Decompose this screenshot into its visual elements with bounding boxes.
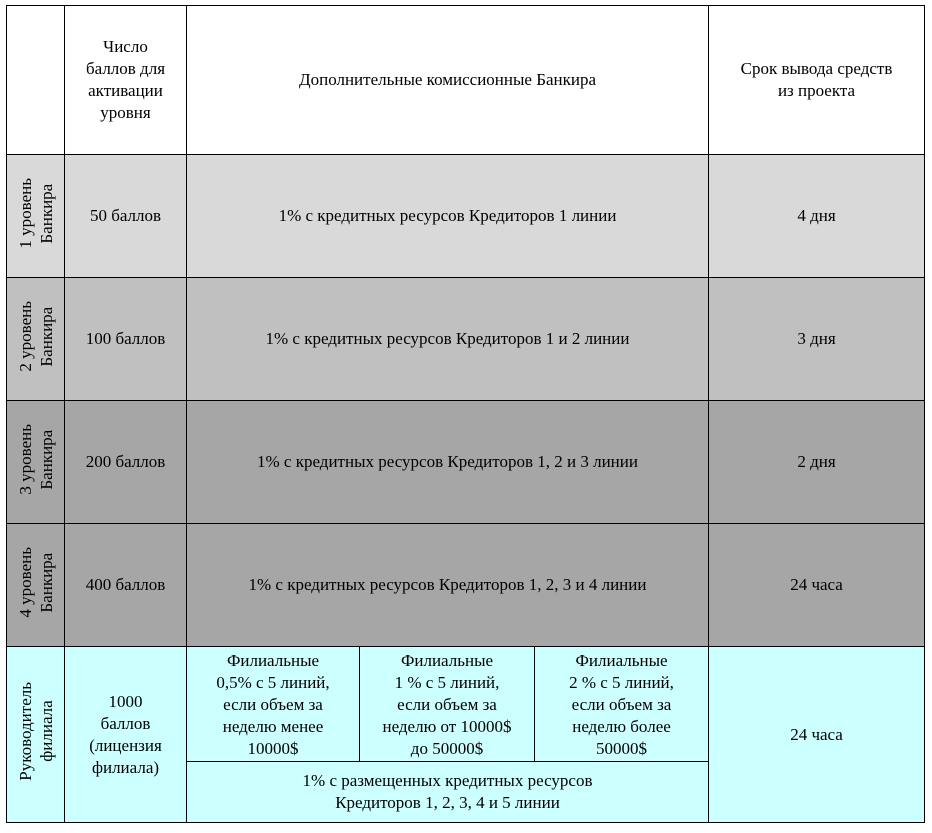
level-row-3 xyxy=(7,401,925,524)
branch-sub-commission-2: Филиальные 1 % с 5 линий, если объем за неделю от 10000$ до 50000$ xyxy=(360,647,535,762)
level-commission: 1% с кредитных ресурсов Кредиторов 1 линии xyxy=(187,155,709,278)
banker-levels-table xyxy=(6,5,925,823)
branch-sub-commission-3: Филиальные 2 % с 5 линий, если объем за неделю более 50000$ xyxy=(535,647,709,762)
branch-name: Руководитель филиала xyxy=(15,682,56,781)
level-withdrawal: 24 часа xyxy=(709,524,925,647)
header-points: Число баллов для активации уровня xyxy=(65,6,187,155)
level-commission: 1% с кредитных ресурсов Кредиторов 1 и 2 линии xyxy=(187,278,709,401)
level-commission: 1% с кредитных ресурсов Кредиторов 1, 2 и 3 линии xyxy=(187,401,709,524)
level-name-cell xyxy=(7,401,65,524)
level-withdrawal: 3 дня xyxy=(709,278,925,401)
level-name: 2 уровень Банкира xyxy=(15,300,56,372)
branch-row xyxy=(7,647,925,762)
level-points: 100 баллов xyxy=(65,278,187,401)
level-row-2 xyxy=(7,278,925,401)
level-row-4 xyxy=(7,524,925,647)
level-points: 200 баллов xyxy=(65,401,187,524)
level-name-cell xyxy=(7,278,65,401)
branch-sub-commission-1: Филиальные 0,5% с 5 линий, если объем за неделю менее 10000$ xyxy=(187,647,360,762)
level-name: 3 уровень Банкира xyxy=(15,423,56,495)
branch-points: 1000 баллов (лицензия филиала) xyxy=(65,647,187,823)
header-empty-cell xyxy=(7,6,65,155)
branch-name-cell xyxy=(7,647,65,823)
level-withdrawal: 2 дня xyxy=(709,401,925,524)
level-row-1 xyxy=(7,155,925,278)
level-withdrawal: 4 дня xyxy=(709,155,925,278)
level-name-cell xyxy=(7,155,65,278)
level-commission: 1% с кредитных ресурсов Кредиторов 1, 2, 3 и 4 линии xyxy=(187,524,709,647)
branch-commission: 1% с размещенных кредитных ресурсов Кредиторов 1, 2, 3, 4 и 5 линии xyxy=(187,762,709,823)
level-name-cell xyxy=(7,524,65,647)
level-points: 400 баллов xyxy=(65,524,187,647)
header-commissions: Дополнительные комиссионные Банкира xyxy=(187,6,709,155)
level-points: 50 баллов xyxy=(65,155,187,278)
header-row xyxy=(7,6,925,155)
branch-withdrawal: 24 часа xyxy=(709,647,925,823)
header-withdrawal: Срок вывода средств из проекта xyxy=(709,6,925,155)
level-name: 4 уровень Банкира xyxy=(15,546,56,618)
level-name: 1 уровень Банкира xyxy=(15,177,56,249)
